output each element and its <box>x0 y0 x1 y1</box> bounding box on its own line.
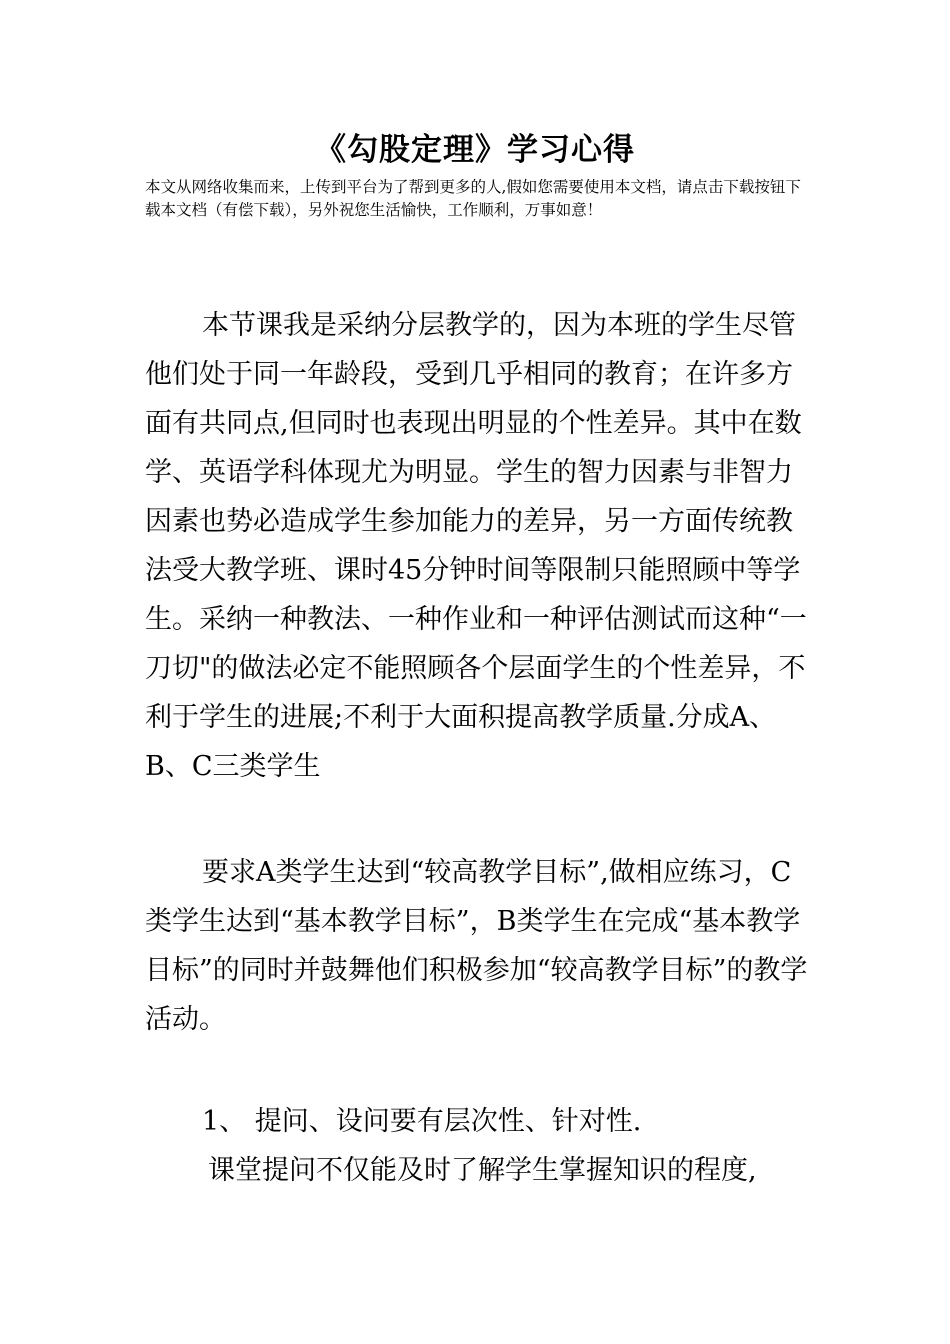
document-title: 《勾股定理》学习心得 <box>315 132 635 168</box>
list-item-questioning: 1、 提问、设问要有层次性、针对性. <box>202 1106 642 1137</box>
paragraph-requirements: 要求A类学生达到“较高教学目标”,做相应练习，C类学生达到“基本教学目标”，B类学生在完成“基本教学目标”的同时并鼓舞他们积极参加“较高教学目标”的教学活动。 <box>145 857 808 1035</box>
paragraph-layered-teaching: 本节课我是采纳分层教学的，因为本班的学生尽管他们处于同一年龄段，受到几乎相同的教育；在许多方面有共同点,但同时也表现出明显的个性差异。其中在数学、英语学科体现尤为明显。学生的智力因素与非智力因素也势必造成学生参加能力的差异，另一方面传统教法受大教学班、课时45分钟时间等限制只能照顾中等学生。采纳一种教法、一种作业和一种评估测试而这种“一刀切"的做法必定不能照顾各个层面学生的个性差异，不利于学生的进展;不利于大面积提高教学质量.分成A、B、C三类学生 <box>145 310 807 782</box>
download-notice: 本文从网络收集而来，上传到平台为了帮到更多的人,假如您需要使用本文档，请点击下载按钮下载本文档（有偿下载），另外祝您生活愉快，工作顺利，万事如意！ <box>145 178 801 219</box>
paragraph-classroom-questions: 课堂提问不仅能及时了解学生掌握知识的程度, <box>208 1155 757 1186</box>
